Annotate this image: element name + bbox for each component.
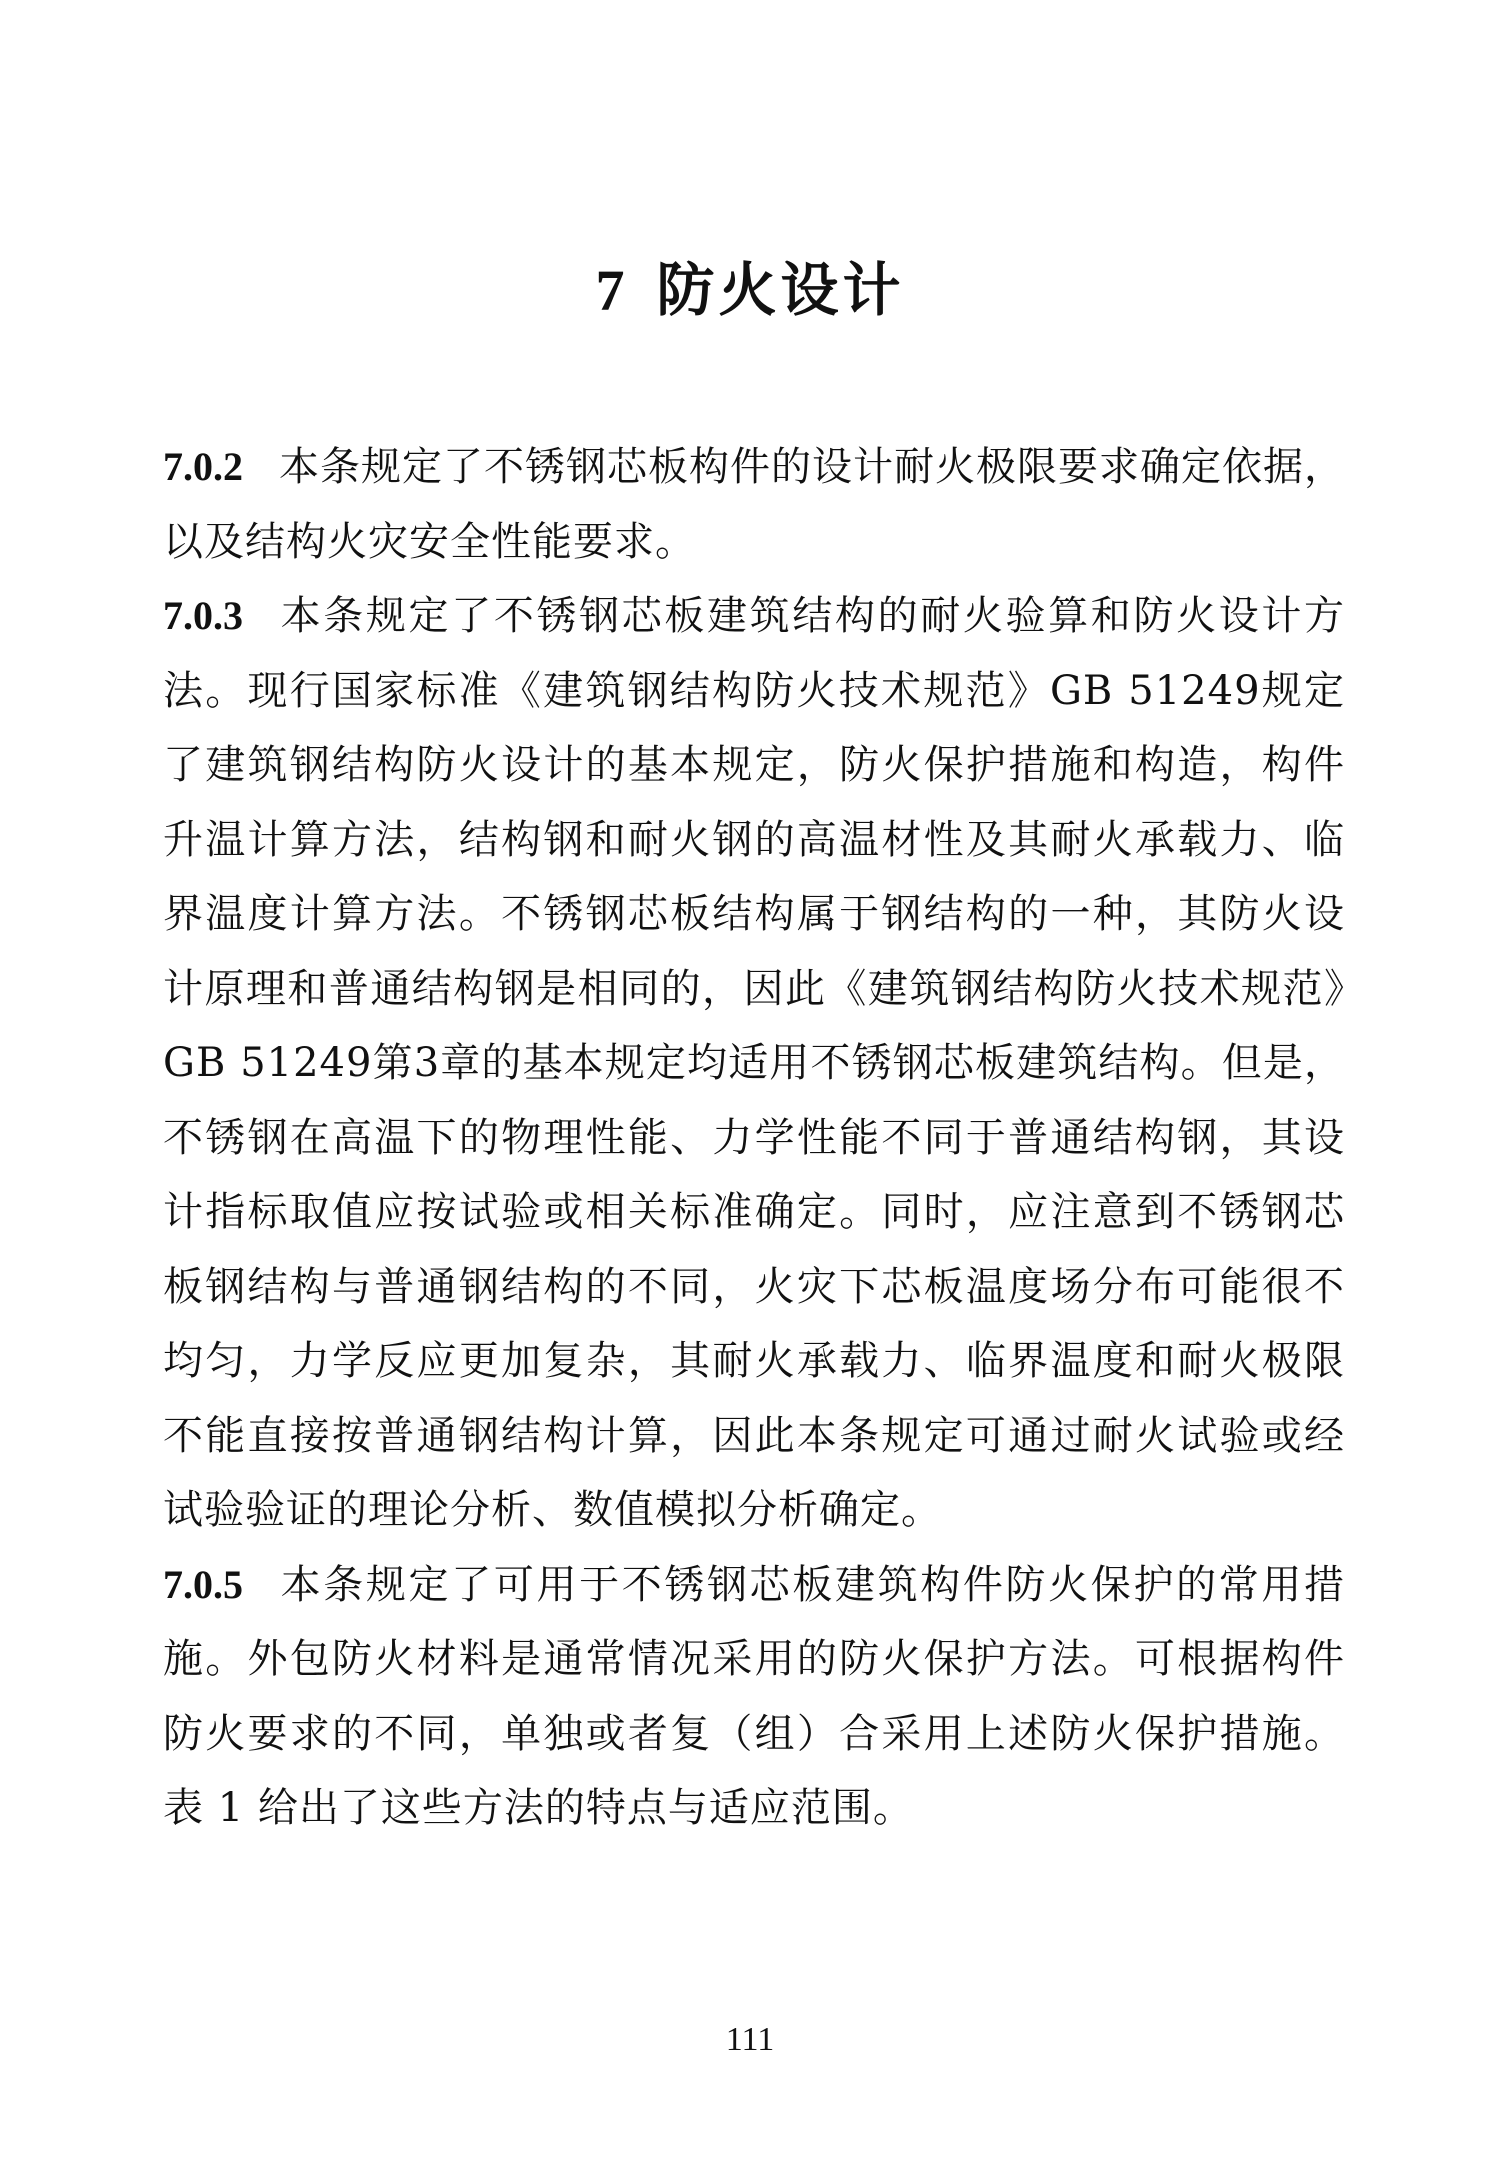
clause-7-0-3 xyxy=(163,579,1345,1548)
clause-text: 本条规定了不锈钢芯板构件的设计耐火极限要求确定依据，以及结构火灾安全性能要求。 xyxy=(163,444,1345,565)
clause-text: 本条规定了不锈钢芯板建筑结构的耐火验算和防火设计方法。现行国家标准《建筑钢结构防火技术规范》GB 51249规定了建筑钢结构防火设计的基本规定，防火保护措施和构造，构件升温计算方法，结构钢和耐火钢的高温材性及其耐火承载力、临界温度计算方法。不锈钢芯板结构属于钢结构的一种，其防火设计原理和普通结构钢是相同的，因此《建筑钢结构防火技术规范》GB 51249第3章的基本规定均适用不锈钢芯板建筑结构。但是，不锈钢在高温下的物理性能、力学性能不同于普通结构钢，其设计指标取值应按试验或相关标准确定。同时，应注意到不锈钢芯板钢结构与普通钢结构的不同，火灾下芯板温度场分布可能很不均匀，力学反应更加复杂，其耐火承载力、临界温度和耐火极限不能直接按普通钢结构计算，因此本条规定可通过耐火试验或经试验验证的理论分析、数值模拟分析确定。 xyxy=(163,593,1345,1533)
chapter-title xyxy=(0,250,1500,331)
clause-number: 7.0.5 xyxy=(163,1561,243,1607)
clause-7-0-5 xyxy=(163,1548,1345,1846)
clause-text: 本条规定了可用于不锈钢芯板建筑构件防火保护的常用措施。外包防火材料是通常情况采用的防火保护方法。可根据构件防火要求的不同，单独或者复（组）合采用上述防火保护措施。表 1 给出了这些方法的特点与适应范围。 xyxy=(163,1561,1345,1831)
clause-7-0-2 xyxy=(163,430,1345,579)
clause-number: 7.0.3 xyxy=(163,593,243,638)
clause-number: 7.0.2 xyxy=(163,444,243,489)
body-text xyxy=(163,430,1345,1846)
page-number: 111 xyxy=(725,2021,775,2058)
chapter-title-text: 防火设计 xyxy=(656,256,905,324)
chapter-number: 7 xyxy=(595,258,629,323)
